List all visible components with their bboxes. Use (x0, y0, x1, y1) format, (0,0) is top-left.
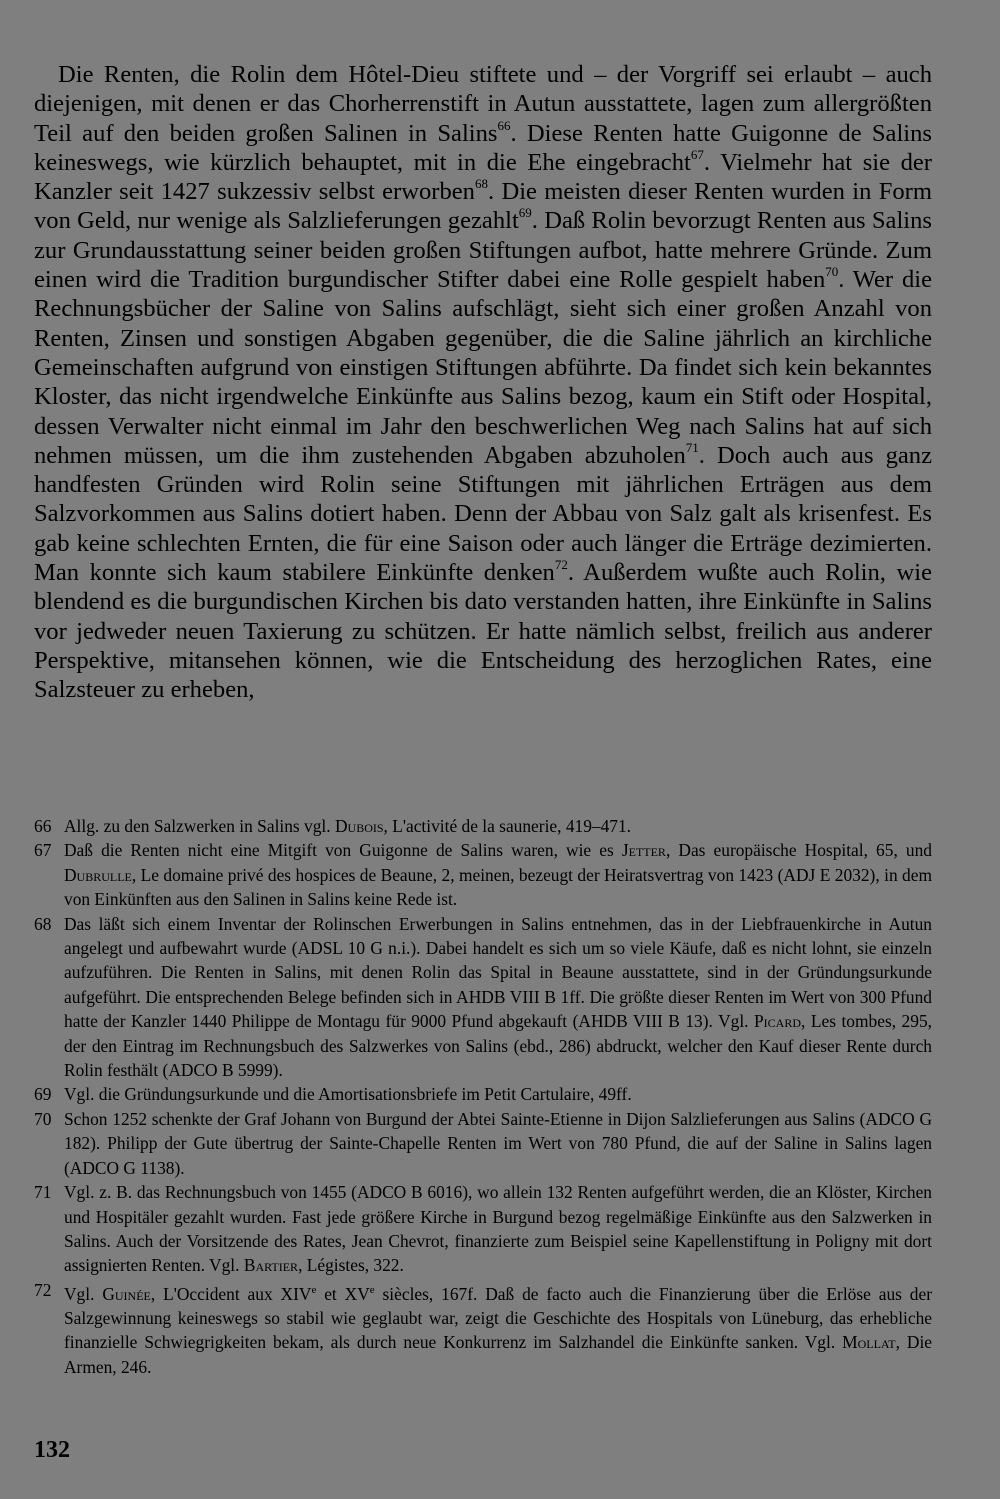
body-text-segment: . Außerdem wußte auch Rolin, wie blendend es die burgundischen Kirchen bis dato verstanden hatten, ihre Einkünfte in Salins vor jedweder neuen Taxierung zu schützen. Er hatte nämlich selbst, freilich aus anderer Perspektive, mitansehen können, wie die Entscheidung des herzoglichen Rates, eine Salzsteuer zu erheben, (34, 559, 932, 704)
body-text-segment: . Die meisten dieser Renten wurden in Form von Geld, nur wenige als Salzlieferungen gezahlt (34, 178, 932, 235)
footnote-text-part: Vgl. z. B. das Rechnungsbuch von 1455 (ADCO B 6016), wo allein 132 Renten aufgeführt werden, die an Klöster, Kirchen und Hospitäler gezahlt wurden. Fast jede größere Kirche in Burgund bezog regelmäßige Einkünfte aus den Salzwerken in Salins. Auch der Vorsitzende des Rates, Jean Chevrot, finanzierte zum Beispiel seine Kapellenstiftung in Poligny mit dort assignierten Renten. Vgl. (64, 1182, 932, 1276)
footnote-text-part: et XV (316, 1283, 370, 1304)
footnote-text-part: siècles, 167f. Daß de facto auch die Finanzierung über die Erlöse aus der Salzgewinnung keineswegs so stabil wie geglaubt war, zeigt die Geschichte des Hospitals von Lüneburg, das erhebliche finanzielle Schwiegrigkeiten bekam, als durch neue Konkurrenz im Salzhandel die Einkünfte sanken. Vgl. (64, 1283, 932, 1353)
body-text-segment: . Daß Rolin bevorzugt Renten aus Salins zur Grundausstattung seiner beiden großen Stiftungen aufbot, hatte mehrere Gründe. Zum einen wird die Tradition burgundischer Stifter dabei eine Rolle gespielt haben (34, 207, 932, 294)
footnote-text (64, 838, 932, 911)
body-text-segment: . Vielmehr hat sie der Kanzler seit 1427 sukzessiv selbst erworben (34, 148, 932, 206)
footnote-number: 70 (34, 1108, 52, 1129)
footnote-text-part: , Légistes, 322. (298, 1255, 404, 1276)
footnote-ref: 68 (474, 176, 488, 192)
footnote-text-part: , L'Occident aux XIV (150, 1283, 312, 1304)
footnote-number: 69 (34, 1084, 52, 1105)
footnote-number: 71 (34, 1182, 52, 1203)
footnote-67 (34, 838, 932, 911)
footnote-ref: 70 (825, 264, 839, 280)
footnote-ref: 66 (497, 117, 511, 133)
footnote-text: Vgl. die Gründungsurkunde und die Amortisationsbriefe im Petit Cartulaire, 49ff. (64, 1084, 632, 1105)
footnote-text-part: , Die Armen, 246. (64, 1332, 932, 1377)
footnote-text: Schon 1252 schenkte der Graf Johann von Burgund der Abtei Sainte-Etienne in Dijon Salzlieferungen aus Salins (ADCO G 182). Philipp der Gute übertrug der Sainte-Chapelle Renten im Wert von 780 Pfund, die auf der Saline in Salins lagen (ADCO G 1138). (64, 1108, 932, 1178)
footnote-ref: 71 (685, 439, 699, 455)
footnote-number: 67 (34, 840, 52, 861)
author-name: Bartier (243, 1255, 299, 1276)
footnote-text-part: Das läßt sich einem Inventar der Rolinschen Erwerbungen in Salins entnehmen, das in der Liebfrauenkirche in Autun angelegt und aufbewahrt wurde (ADSL 10 G n.i.). Dabei handelt es sich um so viele Käufe, daß es nicht lohnt, sie einzeln aufzuführen. Die Renten in Salins, mit denen Rolin das Spital in Beaune ausstattete, sind in der Gründungsurkunde aufgeführt. Die entsprechenden Belege befinden sich in AHDB VIII B 1ff. Die größte dieser Renten im Wert von 300 Pfund hatte der Kanzler 1440 Philippe de Montagu für 9000 Pfund abgekauft (AHDB VIII B 13). Vgl. (64, 913, 932, 1032)
main-paragraph (34, 60, 932, 705)
footnote-text (64, 912, 932, 1083)
footnote-71 (34, 1180, 932, 1278)
author-name: Jetter (621, 840, 666, 861)
author-name: Picard (754, 1011, 802, 1032)
footnote-text-part: Vgl. (64, 1283, 103, 1304)
footnote-66 (34, 814, 932, 838)
body-text-segment: . Wer die Rechnungsbücher der Saline von Salins aufschlägt, sieht sich einer großen Anzahl von Renten, Zinsen und sonstigen Abgaben gegenüber, die die Saline jährlich an kirchliche Gemeinschaften aufgrund von einstigen Stiftungen abführte. Da findet sich kein bekanntes Kloster, das nicht irgendwelche Einkünfte aus Salins bezog, kaum ein Stift oder Hospital, dessen Verwalter nicht einmal im Jahr den beschwerlichen Weg nach Salins hat auf sich nehmen müssen, um die ihm zustehenden Abgaben abzuholen (34, 266, 932, 469)
body-text-segment: . Diese Renten hatte Guigonne de Salins keineswegs, wie kürzlich behauptet, mit in die Ehe eingebracht (34, 119, 932, 176)
footnote-number: 72 (34, 1279, 52, 1300)
footnote-text-part: , Le domaine privé des hospices de Beaune, 2, meinen, bezeugt der Heiratsvertrag von 1423 (ADJ E 2032), in dem von Einkünften aus den Salinen in Salins keine Rede ist. (64, 864, 932, 910)
footnote-69 (34, 1082, 932, 1106)
footnote-ref: 67 (690, 146, 704, 162)
page-number: 132 (34, 1437, 70, 1463)
footnote-text-part: , L'activité de la saunerie, 419–471. (383, 816, 632, 836)
footnotes-section (34, 814, 932, 1379)
author-name: Mollat (842, 1332, 896, 1353)
author-name: Dubois (334, 816, 384, 836)
footnote-68 (34, 912, 932, 1083)
body-text-segment: Die Renten, die Rolin dem Hôtel-Dieu stiftete und – der Vorgriff sei erlaubt – auch diejenigen, mit denen er das Chorherrenstift in Autun ausstattete, lagen zum allergrößten Teil auf den beiden großen Salinen in Salins (34, 61, 932, 147)
superscript: e (369, 1283, 375, 1296)
footnote-text (64, 814, 932, 838)
author-name: Guinée (102, 1283, 151, 1304)
footnote-number: 66 (34, 816, 52, 836)
footnote-72 (34, 1278, 932, 1379)
footnote-text (64, 1180, 932, 1278)
footnote-text-part: , Les tombes, 295, der den Eintrag im Rechnungsbuch des Salzwerkes von Salins (ebd., 286) abdruckt, welcher den Kauf dieser Rente durch Rolin festhält (ADCO B 5999). (64, 1011, 932, 1081)
footnote-number: 68 (34, 913, 52, 934)
superscript: e (311, 1283, 317, 1296)
footnote-text-part: Daß die Renten nicht eine Mitgift von Guigonne de Salins waren, wie es (64, 840, 622, 861)
footnote-text-part: , Das europäische Hospital, 65, und (665, 840, 932, 861)
author-name: Dubrulle (64, 864, 132, 885)
footnote-ref: 72 (554, 557, 568, 573)
footnote-ref: 69 (518, 205, 532, 221)
body-text-segment: . Doch auch aus ganz handfesten Gründen wird Rolin seine Stiftungen mit jährlichen Erträgen aus dem Salzvorkommen aus Salins dotiert haben. Denn der Abbau von Salz galt als krisenfest. Es gab keine schlechten Ernten, die für eine Saison oder auch länger die Erträge dezimierten. Man konnte sich kaum stabilere Einkünfte denken (34, 441, 932, 587)
footnote-text (64, 1278, 932, 1379)
footnote-70 (34, 1107, 932, 1180)
footnote-text-part: Allg. zu den Salzwerken in Salins vgl. (64, 816, 335, 836)
